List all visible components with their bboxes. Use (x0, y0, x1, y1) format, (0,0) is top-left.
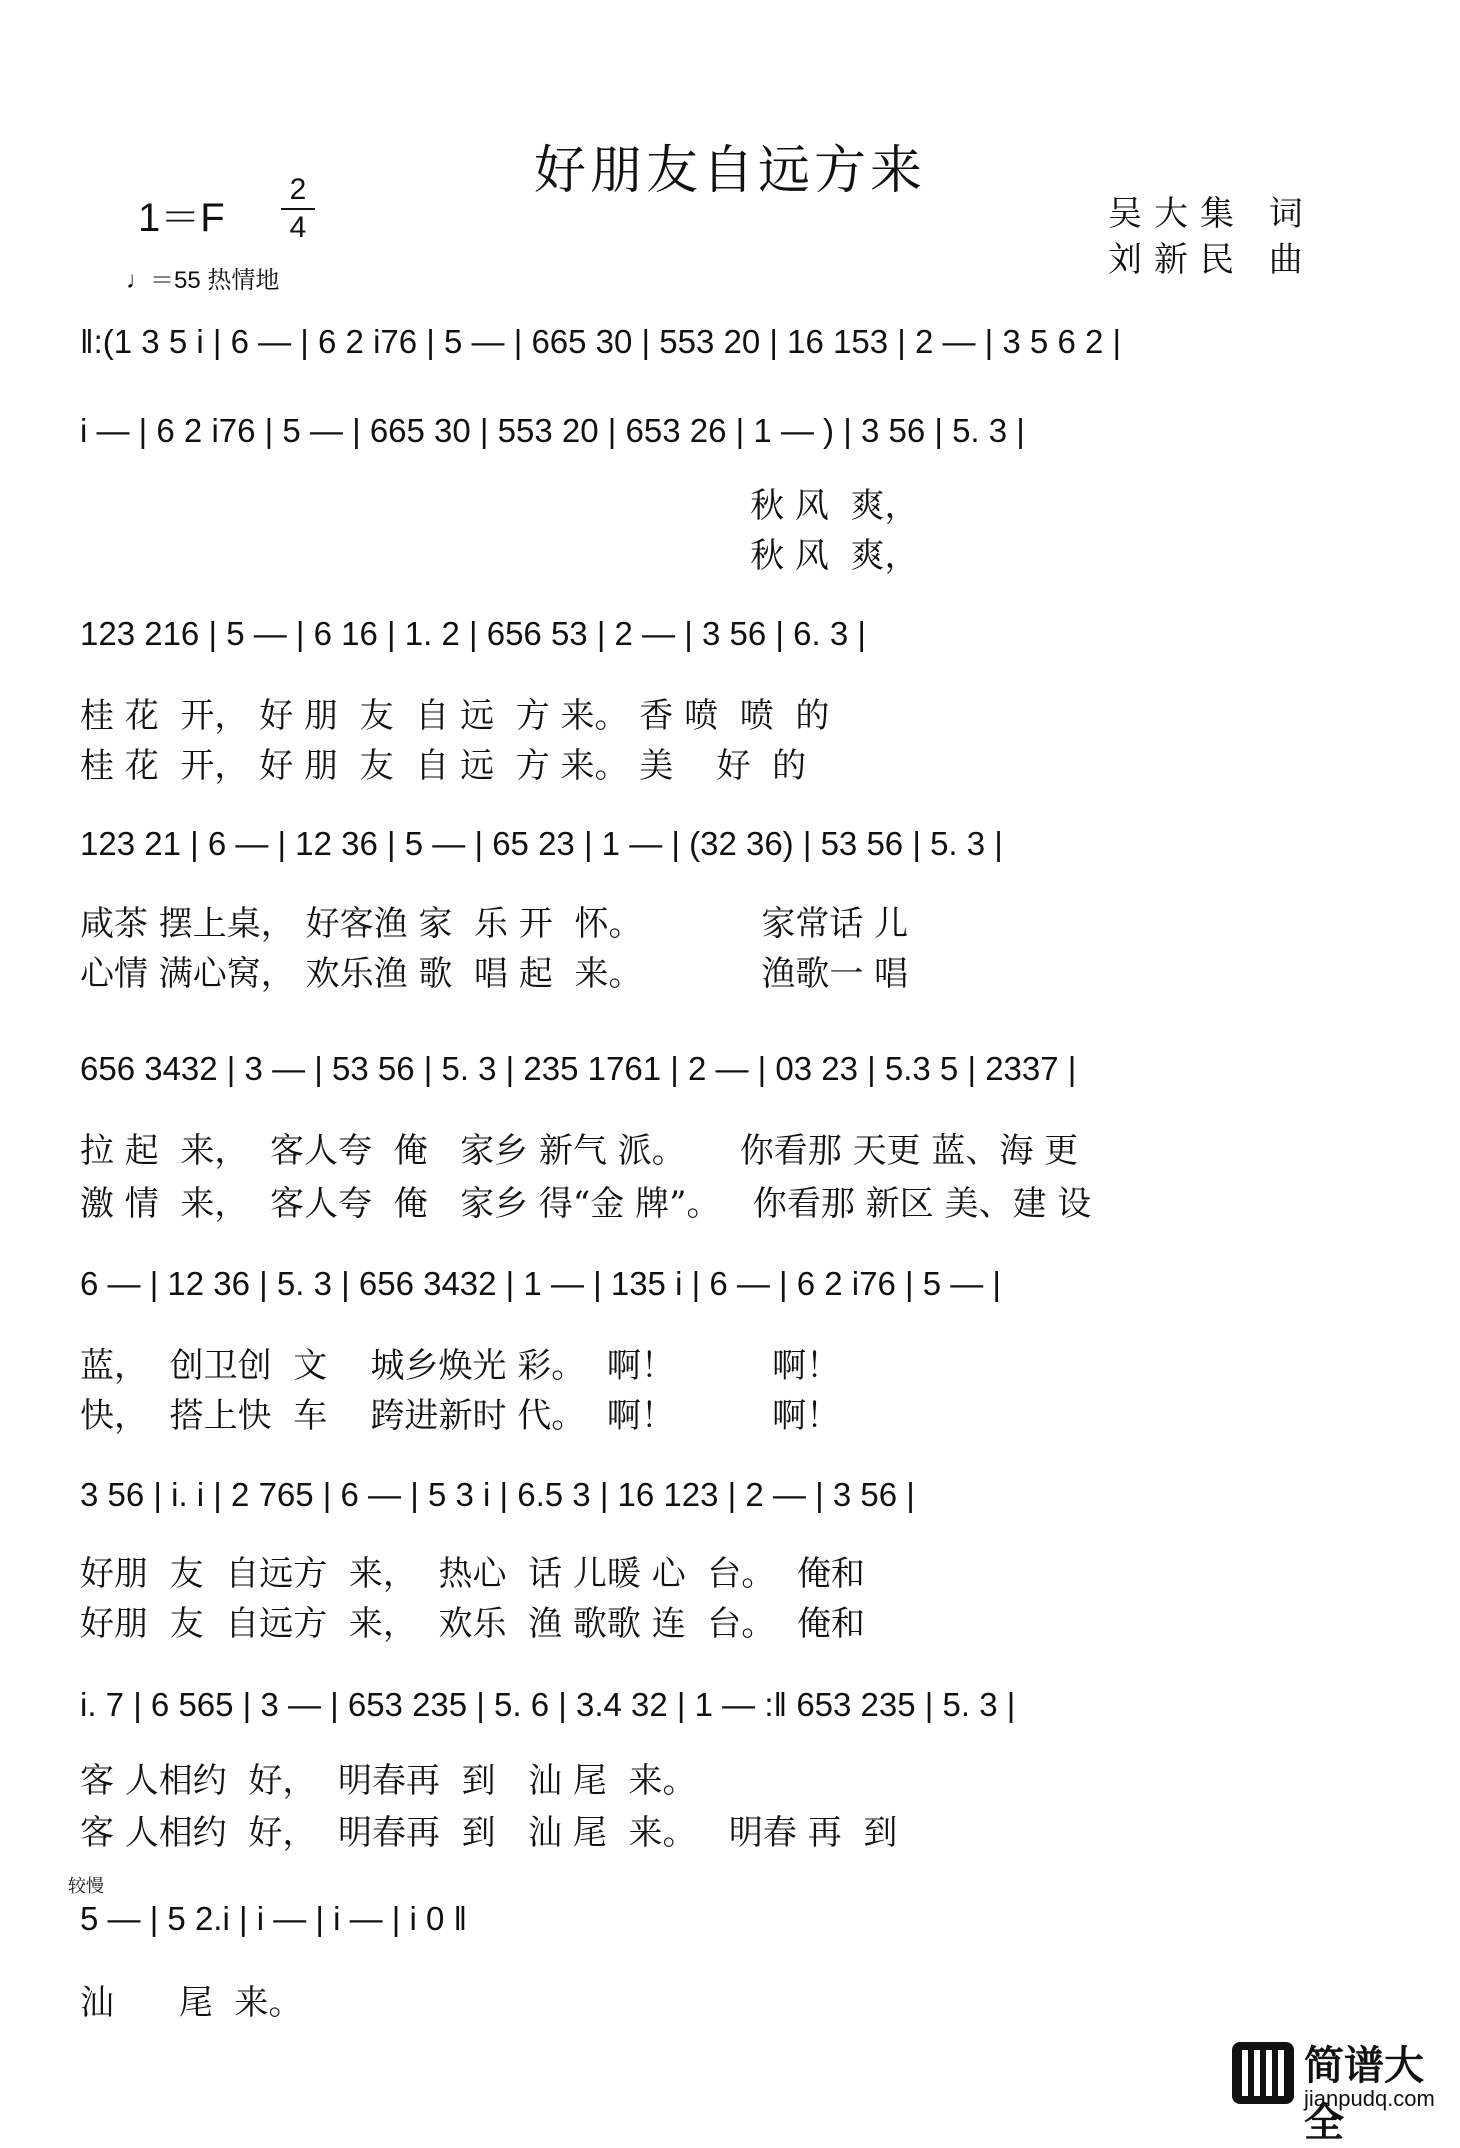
lyrics-row-8-verse-2: 客 人相约 好， 明春再 到 汕 尾 来。 明春 再 到 (80, 1813, 898, 1853)
lyrics-row-4-verse-2: 心情 满心窝， 欢乐渔 歌 唱 起 来。 渔歌一 唱 (80, 954, 909, 994)
lyrics-row-2-verse-2: 秋 风 爽， (80, 536, 919, 576)
notation-row-8: i. 7 | 6 565 | 3 — | 653 235 | 5. 6 | 3.4 32 | 1 — :‖ 653 235 | 5. 3 | (80, 1686, 1016, 1723)
piano-keys-icon (1232, 2042, 1294, 2104)
lyrics-row-6-verse-1: 蓝， 创卫创 文 城乡焕光 彩。 啊！ 啊！ (80, 1346, 841, 1386)
notation-row-5: 656 3432 | 3 — | 53 56 | 5. 3 | 235 1761 | 2 — | 03 23 | 5.3 5 | 2337 | (80, 1050, 1077, 1087)
lyrics-row-8-verse-1: 客 人相约 好， 明春再 到 汕 尾 来。 (80, 1761, 697, 1801)
lyrics-row-5-verse-1: 拉 起 来， 客人夸 俺 家乡 新气 派。 你看那 天更 蓝、海 更 (80, 1131, 1079, 1171)
watermark-url: jianpudq.com (1304, 2086, 1435, 2111)
lyrics-row-9-verse-1: 汕 尾 来。 (80, 1983, 303, 2023)
lyricist-credit: 吴大集 词 (1108, 194, 1315, 234)
lyrics-row-3-verse-2: 桂 花 开， 好 朋 友 自 远 方 来。 美 好 的 (80, 746, 807, 786)
lyrics-row-7-verse-2: 好朋 友 自远方 来， 欢乐 渔 歌歌 连 台。 俺和 (80, 1604, 865, 1644)
meter-divider (281, 208, 315, 210)
lyrics-row-6-verse-2: 快， 搭上快 车 跨进新时 代。 啊！ 啊！ (80, 1396, 841, 1436)
watermark-logo (1232, 2034, 1450, 2146)
notation-row-3: 123 216 | 5 — | 6 16 | 1. 2 | 656 53 | 2 — | 3 56 | 6. 3 | (80, 615, 866, 652)
notation-row-7: 3 56 | i. i | 2 765 | 6 — | 5 3 i | 6.5 3 | 16 123 | 2 — | 3 56 | (80, 1476, 915, 1513)
meter-bottom: 4 (289, 211, 307, 244)
notation-row-1: ‖:(1 3 5 i | 6 — | 6 2 i76 | 5 — | 665 30 | 553 20 | 16 153 | 2 — | 3 5 6 2 | (80, 323, 1122, 360)
notation-row-6: 6 — | 12 36 | 5. 3 | 656 3432 | 1 — | 135 i | 6 — | 6 2 i76 | 5 — | (80, 1265, 1002, 1302)
meter-top: 2 (289, 173, 307, 206)
time-signature (283, 172, 313, 246)
composer-credit: 刘新民 曲 (1108, 240, 1315, 280)
lyrics-row-5-verse-2: 激 情 来， 客人夸 俺 家乡 得“金 牌”。 你看那 新区 美、建 设 (80, 1184, 1092, 1224)
notation-row-9: 5 — | 5 2.i | i — | i — | i 0 ‖ (80, 1900, 468, 1937)
song-title: 好朋友自远方来 (533, 141, 926, 201)
key-signature: 1＝F (138, 196, 225, 240)
watermark-name: 简谱大全 (1304, 2043, 1424, 2146)
lyrics-row-2-verse-1: 秋 风 爽， (80, 486, 919, 526)
lyrics-row-7-verse-1: 好朋 友 自远方 来， 热心 话 儿暖 心 台。 俺和 (80, 1554, 865, 1594)
notation-row-4: 123 21 | 6 — | 12 36 | 5 — | 65 23 | 1 — | (32 36) | 53 56 | 5. 3 | (80, 825, 1003, 862)
lyrics-row-3-verse-1: 桂 花 开， 好 朋 友 自 远 方 来。 香 喷 喷 的 (80, 696, 830, 736)
slow-marking: 较慢 (68, 1876, 104, 1897)
lyrics-row-4-verse-1: 咸茶 摆上桌， 好客渔 家 乐 开 怀。 家常话 儿 (80, 904, 909, 944)
notation-row-2: i — | 6 2 i76 | 5 — | 665 30 | 553 20 | 653 26 | 1 — ) | 3 56 | 5. 3 | (80, 412, 1025, 449)
tempo-marking: ♩＝55 热情地 (126, 267, 280, 294)
